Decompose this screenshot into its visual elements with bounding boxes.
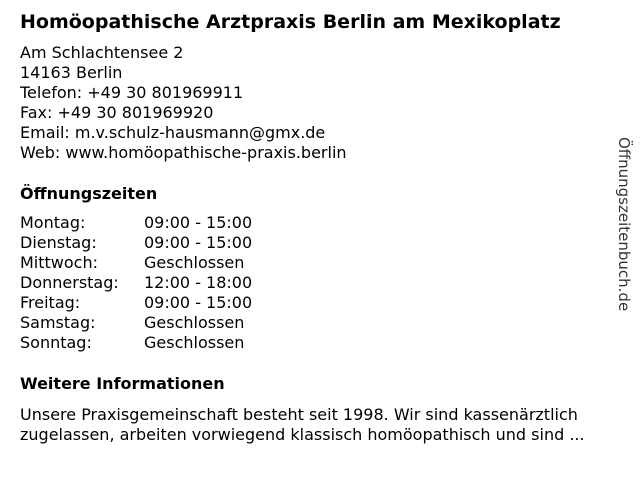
- phone-number: Telefon: +49 30 801969911: [20, 83, 244, 102]
- site-watermark: Öffnungszeitenbuch.de: [615, 137, 633, 312]
- hours-value: Geschlossen: [144, 253, 245, 272]
- hours-row-thursday: [20, 273, 252, 293]
- day-label: Montag:: [20, 213, 86, 232]
- more-info-heading: Weitere Informationen: [20, 374, 225, 393]
- hours-value: Geschlossen: [144, 333, 245, 352]
- more-info-line: zugelassen, arbeiten vorwiegend klassisch homöopathisch und sind ...: [20, 425, 585, 444]
- hours-value: 09:00 - 15:00: [144, 233, 253, 252]
- opening-hours-table: [20, 213, 252, 353]
- day-label: Freitag:: [20, 293, 81, 312]
- website-address: Web: www.homöopathische-praxis.berlin: [20, 143, 347, 162]
- day-label: Samstag:: [20, 313, 96, 332]
- day-label: Sonntag:: [20, 333, 92, 352]
- hours-value: 09:00 - 15:00: [144, 293, 253, 312]
- hours-value: 09:00 - 15:00: [144, 213, 253, 232]
- address-city: 14163 Berlin: [20, 63, 123, 82]
- hours-row-wednesday: [20, 253, 252, 273]
- hours-row-friday: [20, 293, 252, 313]
- email-address: Email: m.v.schulz-hausmann@gmx.de: [20, 123, 326, 142]
- hours-value: Geschlossen: [144, 313, 245, 332]
- hours-row-monday: [20, 213, 252, 233]
- day-label: Mittwoch:: [20, 253, 98, 272]
- address-street: Am Schlachtensee 2: [20, 43, 184, 62]
- contact-block: [20, 43, 347, 163]
- fax-number: Fax: +49 30 801969920: [20, 103, 214, 122]
- more-info-line: Unsere Praxisgemeinschaft besteht seit 1998. Wir sind kassenärztlich: [20, 405, 578, 424]
- more-info-text: [20, 405, 632, 445]
- hours-row-tuesday: [20, 233, 252, 253]
- day-label: Dienstag:: [20, 233, 97, 252]
- opening-hours-heading: Öffnungszeiten: [20, 184, 158, 203]
- hours-row-sunday: [20, 333, 252, 353]
- hours-row-saturday: [20, 313, 252, 333]
- page-title: Homöopathische Arztpraxis Berlin am Mexikoplatz: [20, 11, 561, 33]
- hours-value: 12:00 - 18:00: [144, 273, 253, 292]
- day-label: Donnerstag:: [20, 273, 119, 292]
